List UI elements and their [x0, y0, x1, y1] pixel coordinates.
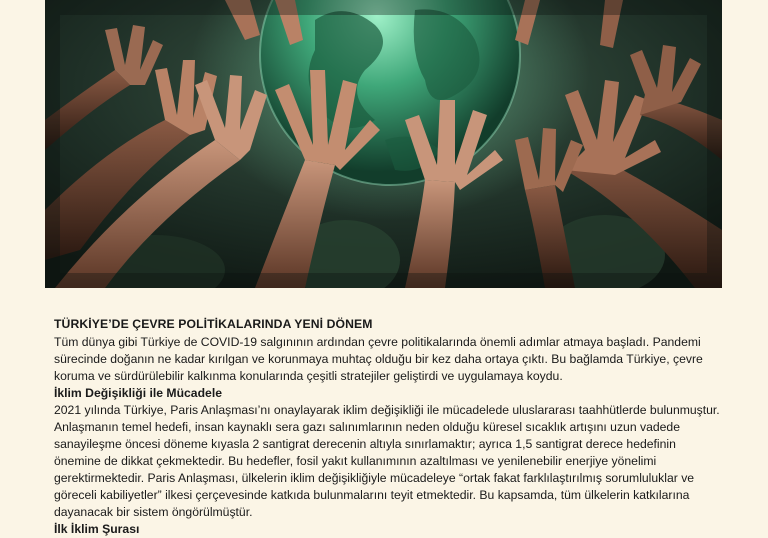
section-heading-climate-change: İklim Değişikliği ile Mücadele [54, 386, 222, 400]
section-heading-climate-council: İlk İklim Şurası [54, 522, 140, 536]
hands-globe-illustration [45, 0, 722, 288]
article [54, 316, 724, 538]
article-title: TÜRKİYE’DE ÇEVRE POLİTİKALARINDA YENİ DÖNEM [54, 317, 373, 331]
article-intro: Tüm dünya gibi Türkiye de COVID-19 salgınının ardından çevre politikalarında önemli adımlar atmaya başladı. Pandemi sürecinde doğanın ne kadar kırılgan ve korunmaya muhtaç olduğu bir kez daha ortaya çıktı. Bu bağlamda Türkiye, çevre koruma ve sürdürülebilir kalkınma konularında çeşitli stratejiler geliştirdi ve uygulamaya koydu. [54, 335, 703, 383]
section-body-climate-change: 2021 yılında Türkiye, Paris Anlaşması’nı onaylayarak iklim değişikliği ile mücadelede uluslararası taahhütlerde bulunmuştur. Anlaşmanın temel hedefi, insan kaynaklı sera gazı salınımlarının neden olduğu küresel sıcaklık artışını uzun vadede sanayileşme öncesi döneme kıyasla 2 santigrat derecenin altıyla sınırlamaktır; ayrıca 1,5 santigrat derece hedefinin önemine de dikkat çekmektedir. Bu hedefler, fosil yakıt kullanımının azaltılması ve yenilenebilir enerjiye yönelimi gerektirmektedir. Paris Anlaşması, ülkelerin iklim değişikliğiyle mücadeleye “ortak fakat farklılaştırılmış sorumluluklar ve göreceli kabiliyetler” ilkesi çerçevesinde katkıda bulunmalarını teyit etmektedir. Bu kapsamda, tüm ülkelerin katkılarına dayanacak bir sistem öngörülmüştür. [54, 403, 720, 519]
hero-image [45, 0, 722, 288]
